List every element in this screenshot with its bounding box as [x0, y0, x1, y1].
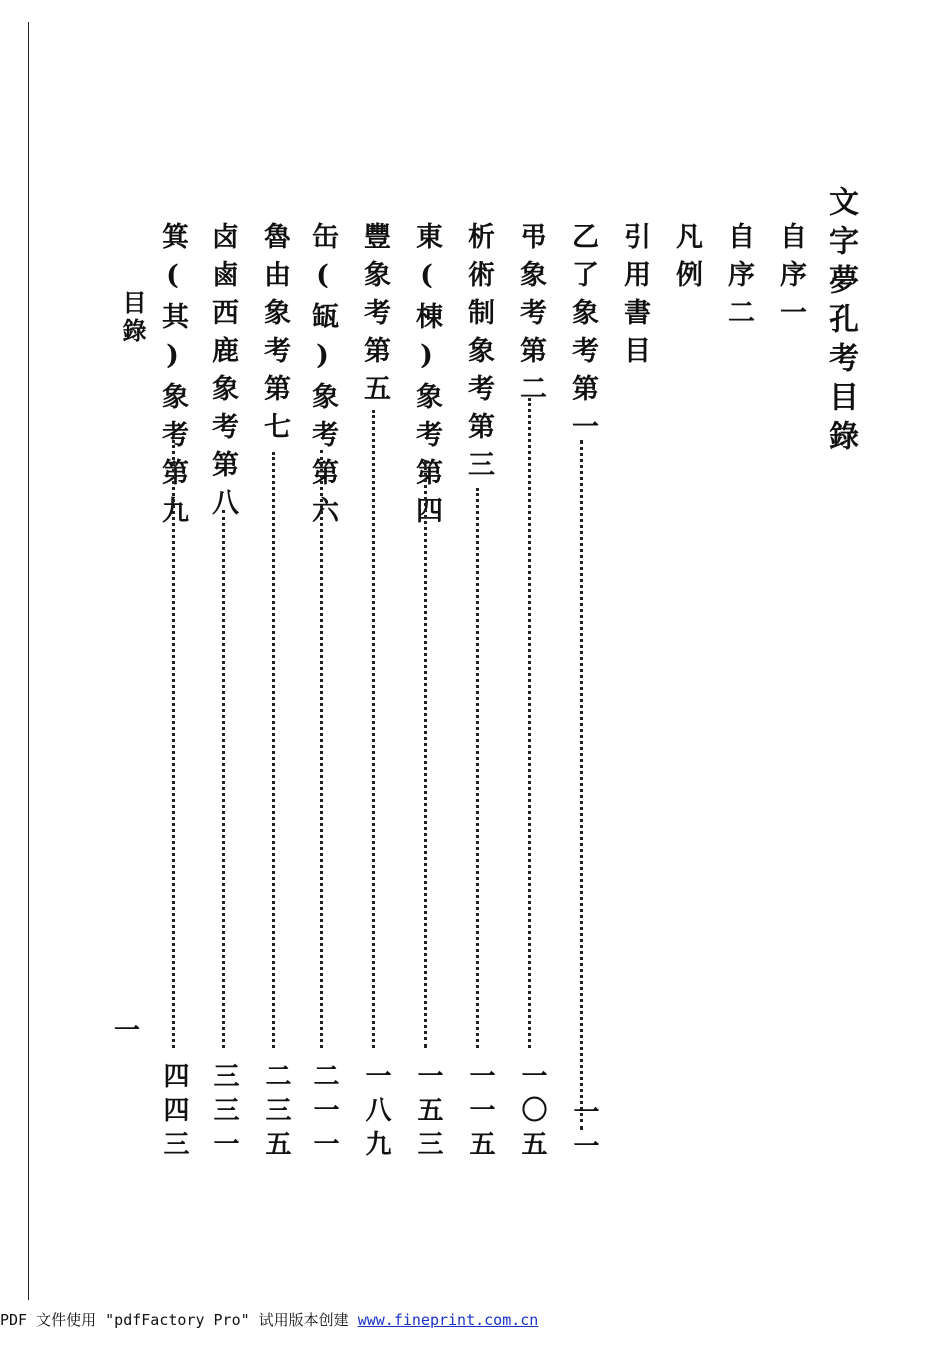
dot-leader	[372, 410, 375, 1048]
toc-entry-chapter-5[interactable]: 豐象考第五	[359, 222, 390, 412]
dot-leader	[580, 440, 583, 1130]
toc-entry-chapter-2[interactable]: 弔象考第二	[515, 222, 546, 412]
dot-leader	[172, 440, 175, 1048]
toc-entry-chapter-6[interactable]: 缶(缻)象考第六	[307, 222, 338, 534]
toc-entry-preface-1[interactable]: 自序一	[775, 222, 806, 336]
page-number: 一一	[569, 1098, 599, 1166]
dot-leader	[528, 398, 531, 1048]
dot-leader	[222, 510, 225, 1048]
toc-entry-chapter-9[interactable]: 箕(其)象考第九	[157, 222, 188, 534]
pdf-footer	[0, 1309, 538, 1330]
page-number: 二一一	[309, 1062, 339, 1164]
page-number: 一八九	[361, 1062, 391, 1164]
toc-entry-chapter-1[interactable]: 乙了象考第一	[567, 222, 598, 450]
dot-leader	[476, 488, 479, 1048]
toc-entry-references[interactable]: 引用書目	[619, 222, 650, 374]
toc-entry-chapter-4[interactable]: 東(棟)象考第四	[411, 222, 442, 534]
toc-entry-chapter-7[interactable]: 魯由象考第七	[259, 222, 290, 450]
page-number: 一一五	[465, 1062, 495, 1164]
toc-entry-fanli[interactable]: 凡例	[671, 222, 702, 298]
side-mark: 目錄	[118, 290, 147, 346]
page-number: 一〇五	[517, 1062, 547, 1164]
toc-entry-chapter-8[interactable]: 卤鹵西鹿象考第八	[207, 222, 238, 526]
dot-leader	[272, 452, 275, 1048]
footer-link[interactable]: www.fineprint.com.cn	[357, 1311, 539, 1329]
footer-text: PDF 文件使用 "pdfFactory Pro" 试用版本创建	[0, 1311, 358, 1329]
toc-entry-preface-2[interactable]: 自序二	[723, 222, 754, 336]
page-number: 二三五	[261, 1062, 291, 1164]
folio-number: 一	[114, 1016, 141, 1046]
dot-leader	[424, 460, 427, 1048]
binding-margin-line	[28, 22, 29, 1300]
page-number: 一五三	[413, 1062, 443, 1164]
page-number: 四四三	[159, 1062, 189, 1164]
toc-entry-chapter-3[interactable]: 析術制象考第三	[463, 222, 494, 488]
toc-title: 文字夢孔考目錄	[823, 186, 858, 459]
dot-leader	[320, 450, 323, 1048]
page-number: 三三一	[209, 1062, 239, 1164]
